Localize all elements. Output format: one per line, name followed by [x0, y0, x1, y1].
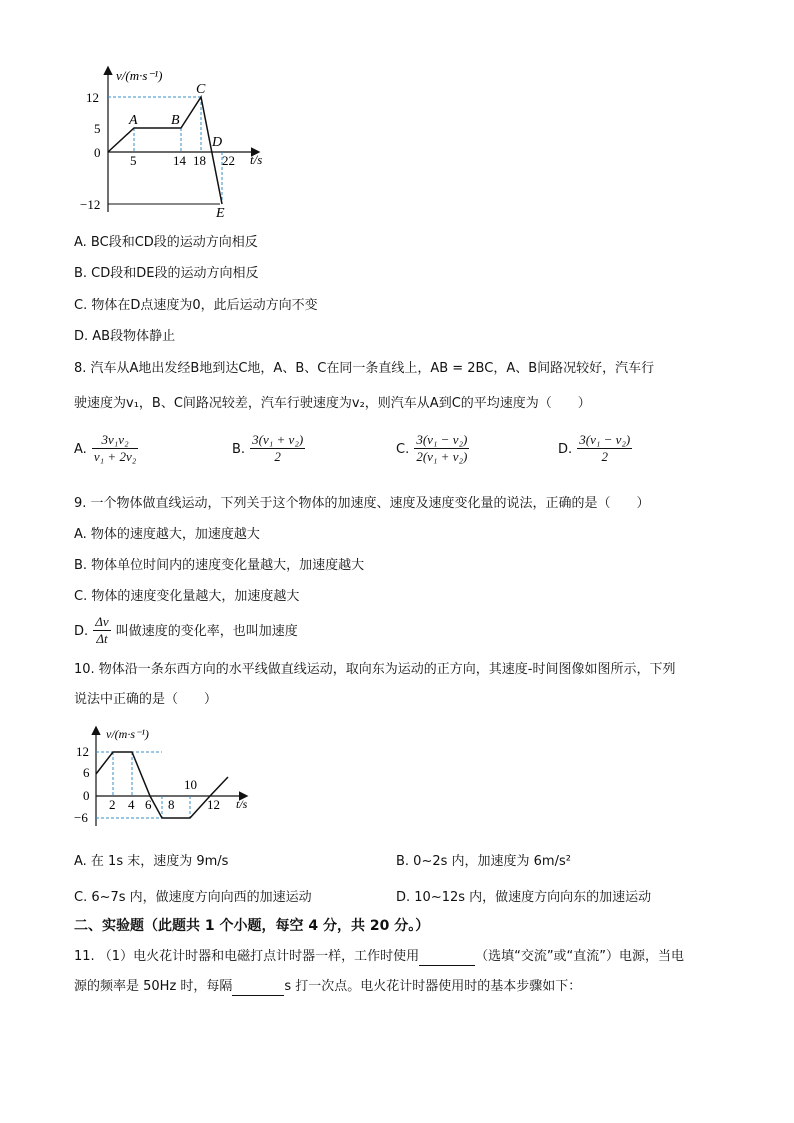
- q11-blank-2[interactable]: [232, 977, 284, 996]
- q8-option-d-fraction: $\frac{\text{3(v₁ − v₂)}}{2}$: [579, 432, 631, 464]
- q10-stem-line2: 说法中正确的是（ ）: [74, 692, 218, 707]
- graph1-point-C: C: [196, 82, 206, 97]
- q8-option-a-label: A.: [74, 442, 87, 457]
- q8-option-c-label: C.: [396, 442, 410, 457]
- q11-part3: 源的频率是 50Hz 时，每隔: [74, 979, 233, 994]
- q7-option-d[interactable]: D. AB段物体静止: [74, 329, 176, 344]
- q9-option-d-text: 叫做速度的变化率，也叫加速度: [115, 624, 298, 639]
- q10-option-d[interactable]: D. 10~12s 内，做速度方向向东的加速运动: [396, 890, 652, 905]
- graph1-point-D: D: [212, 135, 223, 150]
- graph2-vt-chart: [70, 724, 270, 832]
- graph1-point-E: E: [216, 206, 225, 221]
- q11-part1: 11. （1）电火花计时器和电磁打点计时器一样，工作时使用: [74, 949, 420, 964]
- graph1-x-label: t/s: [250, 152, 263, 167]
- graph2-ytick-6: 6: [83, 765, 90, 780]
- graph1-ytick-5: 5: [94, 121, 101, 136]
- q7-option-b[interactable]: B. CD段和DE段的运动方向相反: [74, 266, 259, 281]
- graph1-point-A: A: [129, 113, 138, 128]
- q10-option-c[interactable]: C. 6~7s 内，做速度方向向西的加速运动: [74, 890, 312, 905]
- graph1-xtick-22: 22: [222, 153, 235, 168]
- graph1-line: [108, 97, 222, 204]
- q8-option-c[interactable]: [396, 432, 469, 465]
- section2-title: 二、实验题（此题共 1 个小题，每空 4 分，共 20 分。）: [74, 918, 430, 934]
- graph1-xtick-18: 18: [193, 153, 206, 168]
- q9-option-c[interactable]: C. 物体的速度变化量越大，加速度越大: [74, 589, 300, 604]
- graph1-ytick-12: 12: [86, 90, 99, 105]
- graph2-xtick-4: 4: [128, 797, 135, 812]
- graph1-xtick-14: 14: [173, 153, 186, 168]
- graph1-point-B: B: [171, 113, 180, 128]
- graph2-x-label: t/s: [236, 797, 248, 811]
- graph2-xtick-8: 8: [168, 797, 175, 812]
- graph1-ytick-neg12: −12: [80, 197, 101, 212]
- q11-line2: [74, 977, 581, 996]
- q9-option-a[interactable]: A. 物体的速度越大，加速度越大: [74, 527, 260, 542]
- graph1-ytick-0: 0: [94, 145, 101, 160]
- q8-stem-line1: 8. 汽车从A地出发经B地到达C地，A、B、C在同一条直线上，AB = 2BC，A、B间路况较好，汽车行: [74, 361, 655, 376]
- q8-option-a[interactable]: [74, 432, 138, 465]
- graph2-xtick-12: 12: [207, 797, 220, 812]
- graph2-xtick-2: 2: [109, 797, 116, 812]
- q8-option-b[interactable]: [232, 432, 305, 465]
- q11-part4: s 打一次点。电火花计时器使用时的基本步骤如下：: [284, 979, 582, 994]
- graph2-ytick-neg6: −6: [74, 810, 88, 825]
- graph2-ytick-12: 12: [76, 744, 89, 759]
- q9-option-d-label: D.: [74, 624, 89, 639]
- q10-stem-line1: 10. 物体沿一条东西方向的水平线做直线运动，取向东为运动的正方向，其速度-时间图像如图所示，下列: [74, 662, 676, 677]
- graph2-y-label: v/(m·s⁻¹): [106, 727, 149, 741]
- q10-option-a[interactable]: A. 在 1s 末，速度为 9m/s: [74, 854, 229, 869]
- q11-blank-1[interactable]: [419, 947, 475, 966]
- q8-option-b-label: B.: [232, 442, 246, 457]
- graph1-y-label: v/(m·s⁻¹): [116, 68, 163, 83]
- q8-stem-line2: 驶速度为v₁，B、C间路况较差，汽车行驶速度为v₂，则汽车从A到C的平均速度为（ ）: [74, 396, 591, 411]
- graph1-xtick-5: 5: [130, 153, 137, 168]
- q9-option-b[interactable]: B. 物体单位时间内的速度变化量越大，加速度越大: [74, 558, 365, 573]
- q9-stem: 9. 一个物体做直线运动，下列关于这个物体的加速度、速度及速度变化量的说法，正确的是（ ）: [74, 496, 650, 511]
- q9-option-d-fraction: $\frac{\Delta v}{\Delta t}$: [95, 614, 109, 646]
- graph2-xtick-10: 10: [184, 777, 197, 792]
- q8-option-b-fraction: $\frac{\text{3(v₁ + v₂)}}{2}$: [252, 432, 304, 464]
- q8-option-a-fraction: $\frac{\text{3v₁v₂}}{\text{v₁ + 2v₂}}$: [93, 432, 137, 464]
- q11-part2: （选填“交流”或“直流”）电源，当电: [475, 949, 685, 964]
- graph2-xtick-6: 6: [145, 797, 152, 812]
- q9-option-d[interactable]: [74, 614, 298, 647]
- q8-option-d[interactable]: [558, 432, 632, 465]
- graph2-ytick-0: 0: [83, 788, 90, 803]
- graph1-vt-chart: [70, 62, 280, 222]
- q8-option-c-fraction: $\frac{\text{3(v₁ − v₂)}}{\text{2(v₁ + v₂)}}$: [416, 432, 468, 464]
- q7-option-c[interactable]: C. 物体在D点速度为0，此后运动方向不变: [74, 298, 318, 313]
- q11-line1: [74, 947, 684, 966]
- q10-option-b[interactable]: B. 0~2s 内，加速度为 6m/s²: [396, 854, 571, 869]
- q8-option-d-label: D.: [558, 442, 573, 457]
- q7-option-a[interactable]: A. BC段和CD段的运动方向相反: [74, 235, 258, 250]
